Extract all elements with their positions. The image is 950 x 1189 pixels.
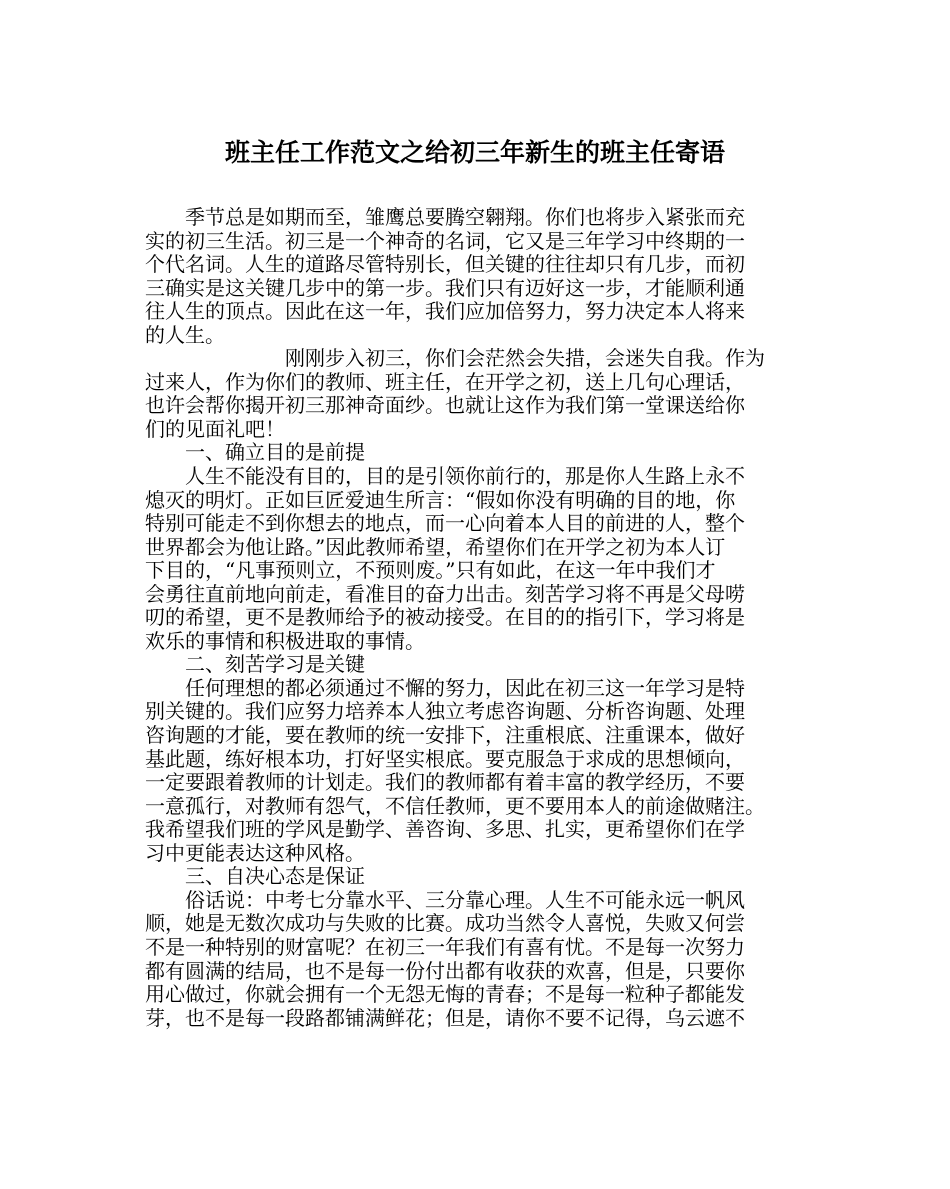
section-heading: 一、确立目的是前提 (185, 440, 365, 465)
paragraph-line: 个代名词。人生的道路尽管特别长，但关键的往往却只有几步，而初 (145, 252, 745, 277)
paragraph-line: 会勇往直前地向前走，看准目的奋力出击。刻苦学习将不再是父母唠 (145, 581, 745, 606)
paragraph-line: 特别可能走不到你想去的地点，而一心向着本人目的前进的人，整个 (145, 511, 745, 536)
paragraph-line: 芽，也不是每一段路都铺满鲜花；但是，请你不要不记得，乌云遮不 (145, 1005, 745, 1030)
paragraph-line: 人生不能没有目的，目的是引领你前行的，那是你人生路上永不 (185, 464, 745, 489)
paragraph-line: 习中更能表达这种风格。 (145, 840, 365, 865)
paragraph-line: 都有圆满的结局，也不是每一份付出都有收获的欢喜，但是，只要你 (145, 958, 745, 983)
paragraph-line: 我希望我们班的学风是勤学、善咨询、多思、扎实，更希望你们在学 (145, 817, 745, 842)
paragraph-line: 也许会帮你揭开初三那神奇面纱。也就让这作为我们第一堂课送给你 (145, 393, 745, 418)
paragraph-line: 刚刚步入初三，你们会茫然会失措，会迷失自我。作为 (285, 346, 765, 371)
paragraph-line: 别关键的。我们应努力培养本人独立考虑咨询题、分析咨询题、处理 (145, 699, 745, 724)
paragraph-line: 欢乐的事情和积极进取的事情。 (145, 628, 425, 653)
paragraph-line: 熄灭的明灯。正如巨匠爱迪生所言：“假如你没有明确的目的地，你 (145, 487, 736, 512)
paragraph-line: 不是一种特别的财富呢？在初三一年我们有喜有忧。不是每一次努力 (145, 934, 745, 959)
paragraph-line: 过来人，作为你们的教师、班主任，在开学之初，送上几句心理话， (145, 369, 745, 394)
paragraph-line: 任何理想的都必须通过不懈的努力，因此在初三这一年学习是特 (185, 675, 745, 700)
paragraph-line: 顺，她是无数次成功与失败的比赛。成功当然令人喜悦，失败又何尝 (145, 911, 745, 936)
paragraph-line: 往人生的顶点。因此在这一年，我们应加倍努力，努力决定本人将来 (145, 299, 745, 324)
paragraph-line: 一定要跟着教师的计划走。我们的教师都有着丰富的教学经历，不要 (145, 770, 745, 795)
paragraph-line: 叨的希望，更不是教师给予的被动接受。在目的的指引下，学习将是 (145, 605, 745, 630)
paragraph-line: 们的见面礼吧！ (145, 416, 285, 441)
paragraph-line: 世界都会为他让路。”因此教师希望，希望你们在开学之初为本人订 (145, 534, 726, 559)
paragraph-line: 俗话说：中考七分靠水平、三分靠心理。人生不可能永远一帆风 (185, 887, 745, 912)
paragraph-line: 下目的，“凡事预则立，不预则废。”只有如此，在这一年中我们才 (145, 558, 716, 583)
paragraph-line: 一意孤行，对教师有怨气，不信任教师，更不要用本人的前途做赌注。 (145, 793, 765, 818)
paragraph-line: 实的初三生活。初三是一个神奇的名词，它又是三年学习中终期的一 (145, 228, 745, 253)
section-heading: 二、刻苦学习是关键 (185, 652, 365, 677)
paragraph-line: 的人生。 (145, 322, 225, 347)
paragraph-line: 季节总是如期而至，雏鹰总要腾空翱翔。你们也将步入紧张而充 (185, 205, 745, 229)
paragraph-line: 咨询题的才能，要在教师的统一安排下，注重根底、注重课本，做好 (145, 723, 745, 748)
paragraph-line: 用心做过，你就会拥有一个无怨无悔的青春；不是每一粒种子都能发 (145, 982, 745, 1007)
paragraph-line: 基此题，练好根本功，打好坚实根底。要克服急于求成的思想倾向， (145, 746, 745, 771)
document-title: 班主任工作范文之给初三年新生的班主任寄语 (224, 138, 725, 167)
paragraph-line: 三确实是这关键几步中的第一步。我们只有迈好这一步，才能顺利通 (145, 275, 745, 300)
document-body (145, 206, 825, 1030)
section-heading: 三、自决心态是保证 (185, 864, 365, 889)
